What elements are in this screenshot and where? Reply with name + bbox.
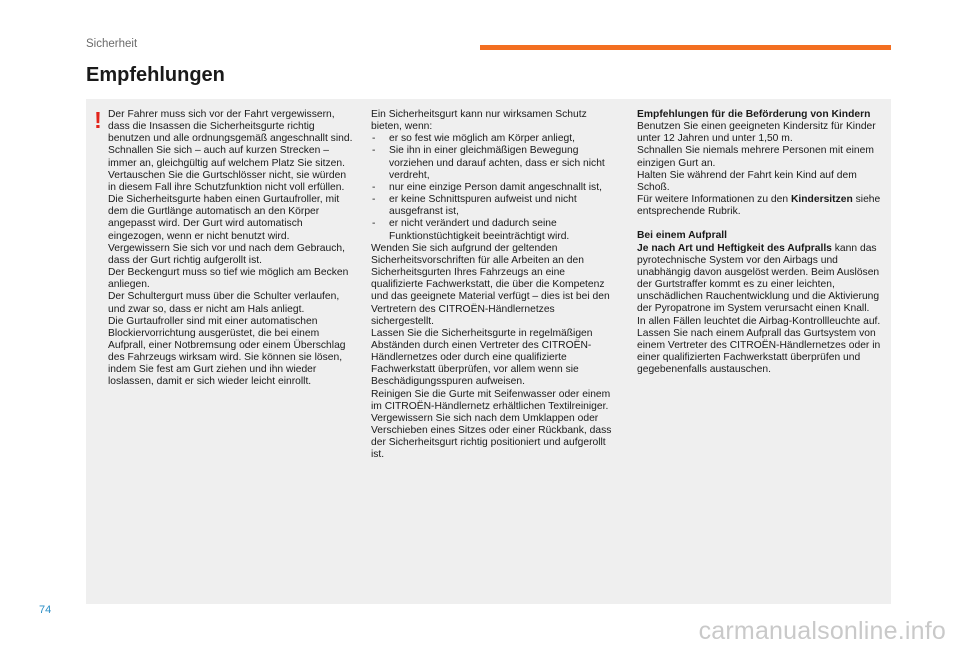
children-heading: Empfehlungen für die Beförderung von Kindern: [637, 109, 871, 120]
reference-prefix: Für weitere Informationen zu den: [637, 194, 791, 206]
children-paragraph: Schnallen Sie niemals mehrere Personen mit einem einzigen Gurt an.: [637, 145, 874, 169]
warning-paragraph: Vertauschen Sie die Gurtschlösser nicht, sie würden in diesem Fall ihre Schutzfunktion nicht voll erfüllen.: [108, 169, 347, 193]
condition-list: [371, 133, 616, 242]
warning-paragraph: Die Sicherheitsgurte haben einen Gurtaufroller, mit dem die Gurtlänge automatisch an den Körper angepasst wird. Der Gurt wird automatisch eingezogen, wenn er nicht benutzt wird.: [108, 194, 340, 242]
children-paragraph: Halten Sie während der Fahrt kein Kind auf dem Schoß.: [637, 169, 857, 193]
spacer: [637, 218, 883, 230]
warning-paragraph: Schnallen Sie sich – auch auf kurzen Strecken – immer an, gleichgültig auf welchem Platz Sie sitzen.: [108, 145, 345, 169]
page-number: 74: [39, 604, 52, 616]
reference-paragraph: [637, 194, 883, 218]
list-item: - er so fest wie möglich am Körper anliegt,: [371, 133, 616, 145]
section-label: Sicherheit: [86, 38, 138, 50]
impact-lead: Je nach Art und Heftigkeit des Aufpralls: [637, 242, 832, 254]
header-accent-bar: [480, 45, 891, 50]
list-item: - Sie ihn in einer gleichmäßigen Bewegung vorziehen und darauf achten, dass er sich nicht verdreht,: [371, 145, 616, 181]
seatbelt-intro: Ein Sicherheitsgurt kann nur wirksamen Schutz bieten, wenn:: [371, 109, 587, 133]
page-title: Empfehlungen: [86, 64, 225, 86]
warning-column: [108, 109, 356, 389]
children-column: [637, 109, 883, 376]
warning-paragraph: Der Fahrer muss sich vor der Fahrt vergewissern, dass die Insassen die Sicherheitsgurte richtig benutzen und alle ordnungsgemäß angeschnallt sind.: [108, 109, 353, 145]
impact-paragraph: [637, 243, 883, 316]
warning-paragraph: Der Beckengurt muss so tief wie möglich am Becken anliegen.: [108, 267, 349, 291]
seatbelt-paragraph: Vergewissern Sie sich nach dem Umklappen oder Verschieben eines Sitzes oder einer Rückbank, dass der Sicherheitsgurt richtig positioniert und aufgerollt ist.: [371, 412, 612, 461]
warning-paragraph: Der Schultergurt muss über die Schulter verlaufen, und zwar so, dass er nicht am Hals anliegt.: [108, 291, 340, 315]
seatbelt-paragraph: Lassen Sie die Sicherheitsgurte in regelmäßigen Abständen durch einen Vertreter des CITROËN-Händlernetzes oder durch eine qualifizierte Fachwerkstatt überprüfen, vor allem wenn sie Beschädigungsspuren aufweisen.: [371, 327, 593, 388]
reference-suffix: siehe entsprechende Rubrik.: [637, 194, 881, 218]
impact-text: kann das pyrotechnische System vor den Airbags und unabhängig davon ausgelöst werden. Beim Auslösen der Gurtstraffer kommt es zu einer leichten, unschädlichen Rauchentwicklung und die Aktivierung der Pyropatrone im System verursacht einen Knall.: [637, 242, 880, 315]
impact-paragraph: In allen Fällen leuchtet die Airbag-Kontrollleuchte auf.: [637, 315, 881, 327]
warning-paragraph: Vergewissern Sie sich vor und nach dem Gebrauch, dass der Gurt richtig aufgerollt ist.: [108, 242, 345, 266]
seatbelt-column: [371, 109, 616, 462]
watermark: carmanualsonline.info: [698, 617, 946, 645]
exclamation-icon: !: [94, 107, 102, 133]
children-paragraph: Benutzen Sie einen geeigneten Kindersitz für Kinder unter 12 Jahren und unter 1,50 m.: [637, 121, 876, 145]
impact-paragraph: Lassen Sie nach einem Aufprall das Gurtsystem von einem Vertreter des CITROËN-Händlernetzes oder in einer qualifizierten Fachwerkstatt überprüfen und gegebenenfalls austauschen.: [637, 327, 881, 376]
list-item: - nur eine einzige Person damit angeschnallt ist,: [371, 182, 616, 194]
impact-heading: Bei einem Aufprall: [637, 230, 728, 242]
list-item: - er keine Schnittspuren aufweist und nicht ausgefranst ist,: [371, 194, 616, 218]
list-item: - er nicht verändert und dadurch seine Funktionstüchtigkeit beeinträchtigt wird.: [371, 218, 616, 242]
reference-keyword: Kindersitzen: [790, 194, 853, 206]
warning-paragraph: Die Gurtaufroller sind mit einer automatischen Blockiervorrichtung ausgerüstet, die bei einem Aufprall, einer Notbremsung oder einem Überschlag des Fahrzeugs wirksam wird. Sie können sie lösen, indem Sie fest am Gurt ziehen und ihn wieder loslassen, damit er sich wieder leicht einrollt.: [108, 315, 346, 388]
seatbelt-paragraph: Reinigen Sie die Gurte mit Seifenwasser oder einem im CITROËN-Händlernetz erhältlichen Textilreiniger.: [371, 388, 611, 412]
seatbelt-paragraph: Wenden Sie sich aufgrund der geltenden Sicherheitsvorschriften für alle Arbeiten an den Sicherheitsgurten Ihres Fahrzeugs an eine qualifizierte Fachwerkstatt, die über die Kompetenz und das geeignete Material verfügt – dies ist bei den Vertretern des CITROËN-Händlernetzes sichergestellt.: [371, 242, 610, 327]
